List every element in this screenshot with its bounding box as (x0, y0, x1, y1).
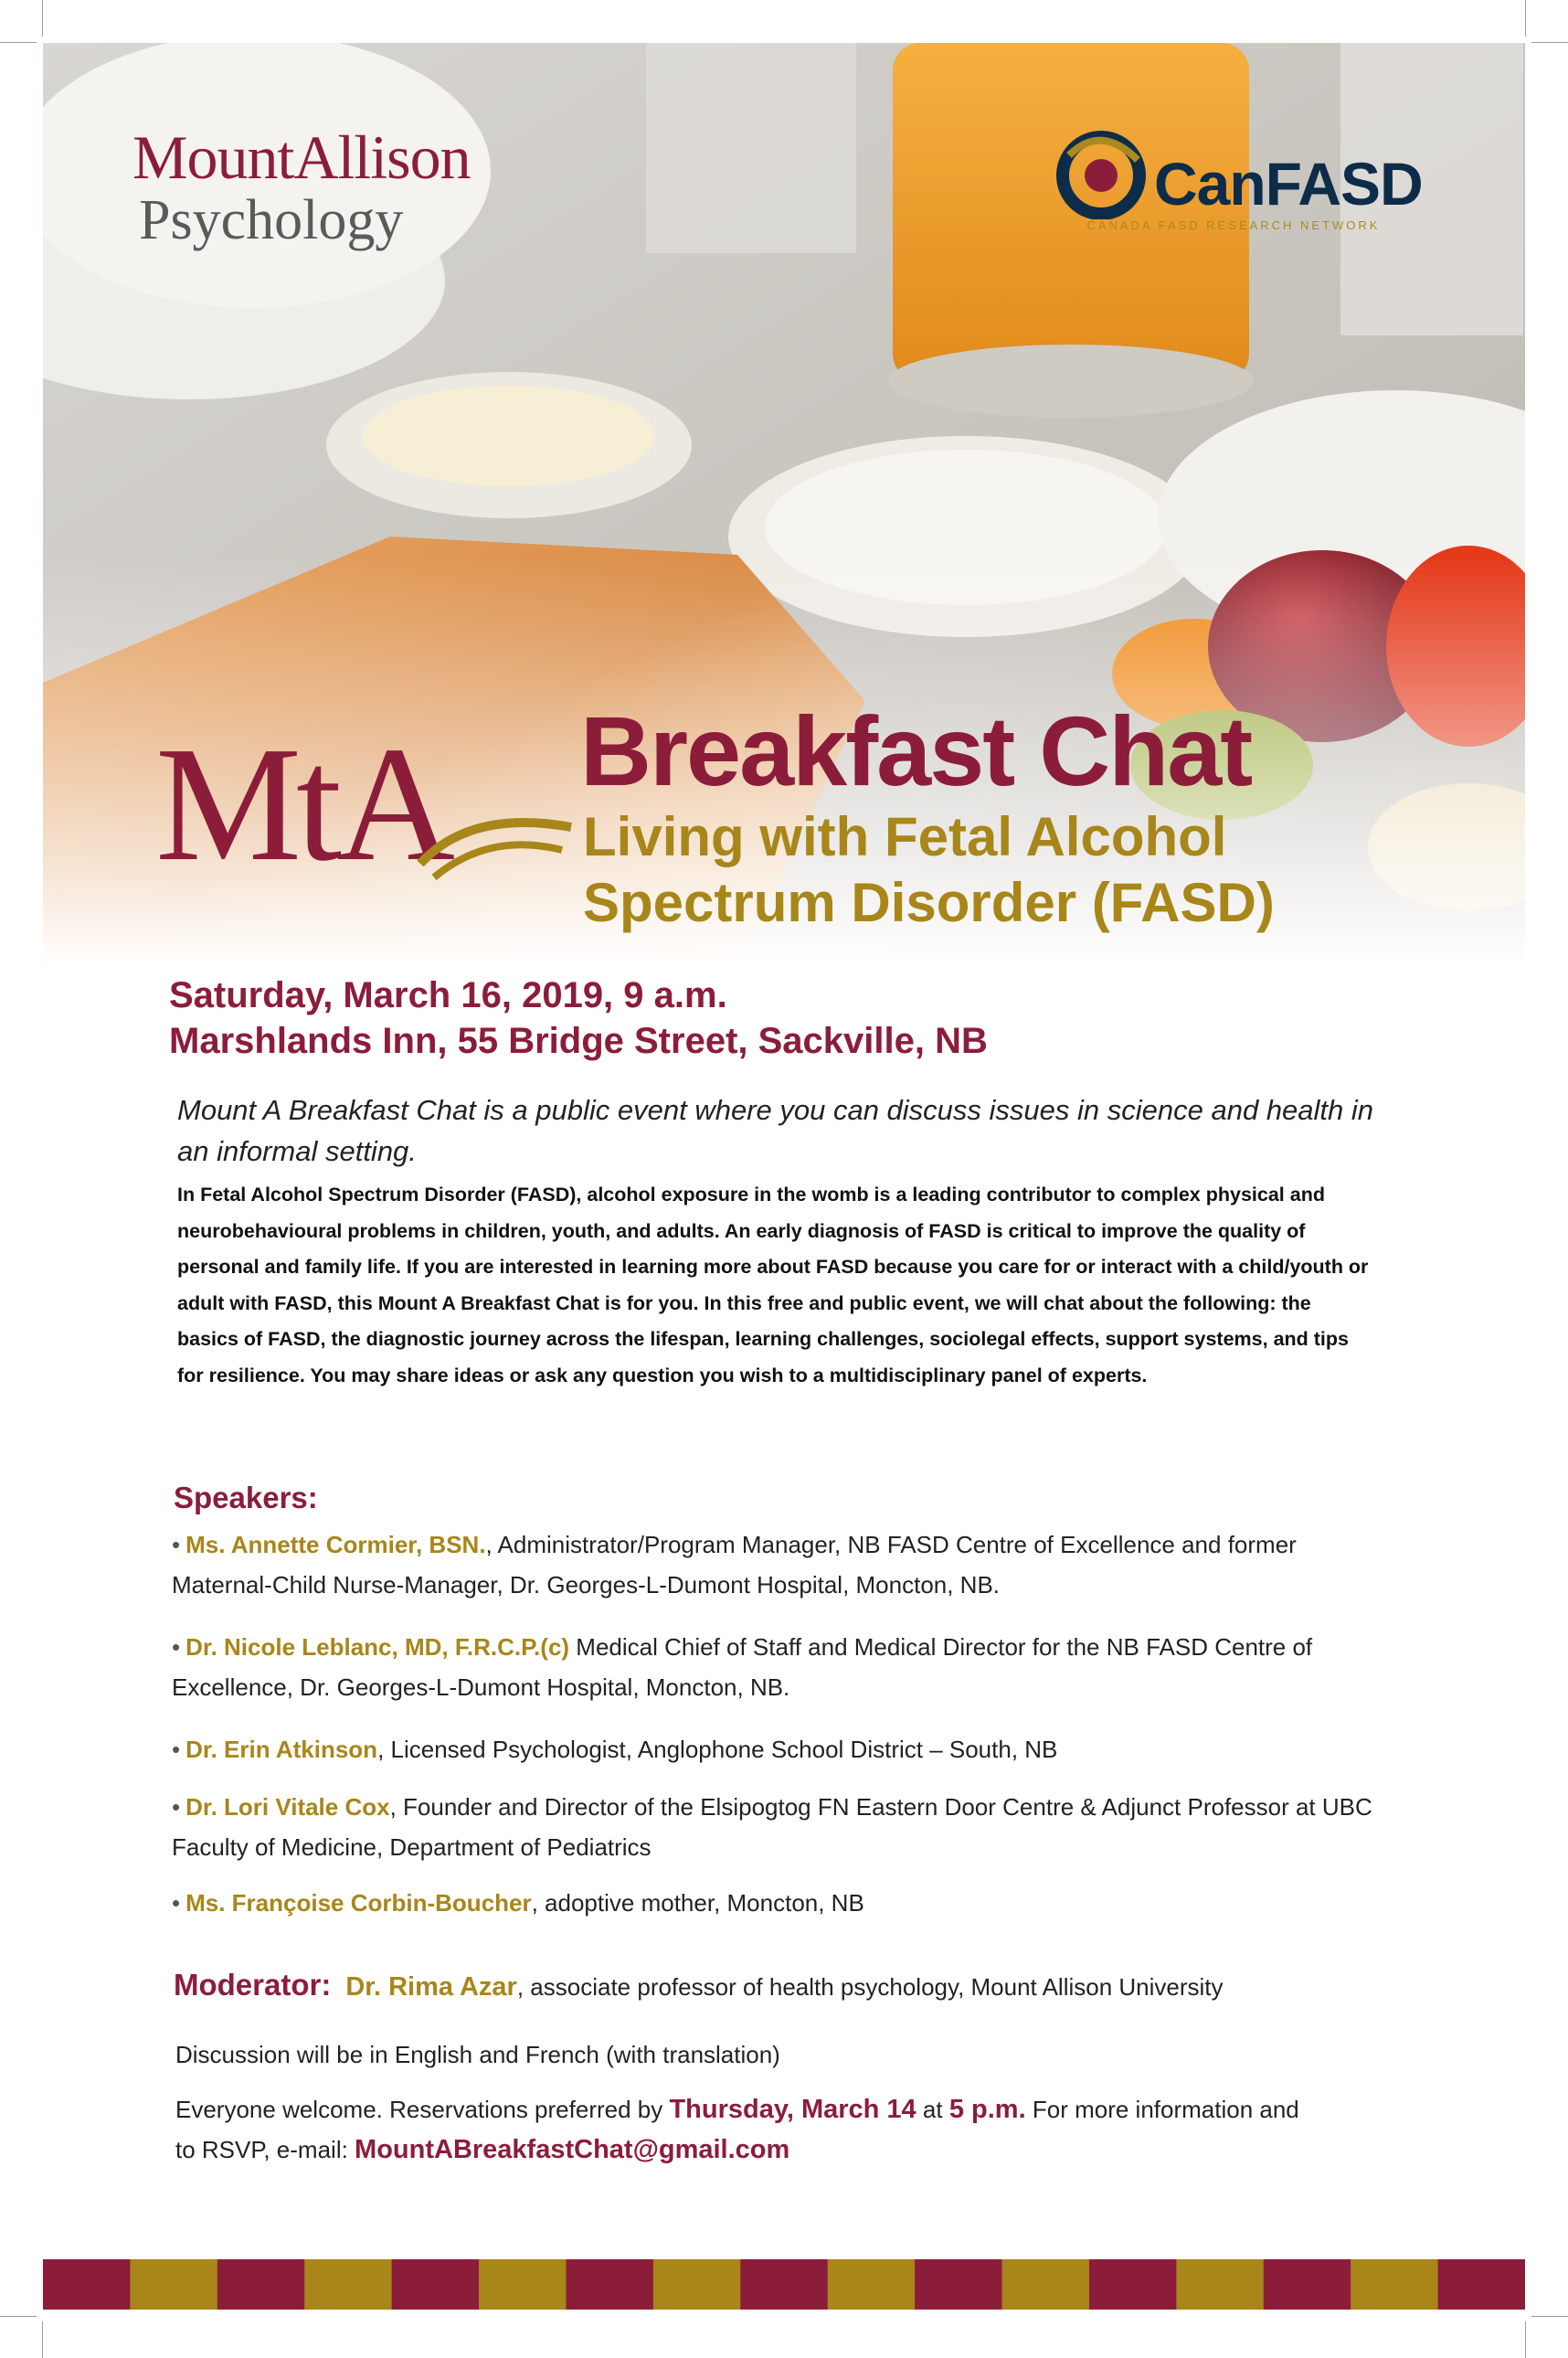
rsvp-email-link[interactable]: MountABreakfastChat@gmail.com (355, 2135, 790, 2164)
reservation-suffix: For more information and to RSVP, e-mail: (175, 2096, 1299, 2163)
stripe-block (130, 2259, 217, 2310)
event-date: Saturday, March 16, 2019, 9 a.m. (169, 975, 727, 1015)
stripe-block (43, 2259, 131, 2310)
discussion-note: Discussion will be in English and French (with translation) (175, 2041, 780, 2068)
speaker-name: Ms. Françoise Corbin-Boucher (185, 1889, 532, 1917)
bullet-icon: • (172, 1736, 181, 1763)
decorative-stripe (43, 2259, 1525, 2310)
moderator-name: Dr. Rima Azar (345, 1972, 517, 2002)
speaker-name: Dr. Lori Vitale Cox (185, 1793, 390, 1821)
crop-mark (42, 0, 43, 37)
canfasd-tagline: CANADA FASD RESEARCH NETWORK (1086, 218, 1381, 232)
stripe-block (479, 2259, 567, 2310)
stripe-block (915, 2259, 1002, 2310)
event-subtitle (583, 804, 1405, 936)
speaker-item (172, 1787, 1387, 1867)
mount-allison-logo: MountAllison (132, 122, 471, 192)
stripe-block (1351, 2259, 1438, 2310)
stripe-block (1264, 2259, 1351, 2310)
speaker-item (172, 1883, 1387, 1923)
reservation-prefix: Everyone welcome. Reservations preferred by (175, 2096, 670, 2123)
mta-logo-mark: MtA (155, 713, 450, 895)
moderator (174, 1965, 1224, 2007)
crop-mark (0, 2316, 37, 2317)
stripe-block (1438, 2259, 1525, 2310)
subtitle-line-2: Spectrum Disorder (FASD) (583, 872, 1275, 933)
reservation-info (175, 2089, 1318, 2170)
speaker-name: Dr. Nicole Leblanc, MD, F.R.C.P.(c) (185, 1633, 570, 1661)
canfasd-name: CanFASD (1154, 150, 1423, 218)
stripe-block (828, 2259, 916, 2310)
moderator-label: Moderator: (174, 1968, 332, 2002)
stripe-block (566, 2259, 653, 2310)
speaker-item (172, 1729, 1387, 1769)
crop-mark (42, 2321, 43, 2358)
event-description: In Fetal Alcohol Spectrum Disorder (FASD), alcohol exposure in the womb is a leading contributor to complex physical and neurobehavioural problems in children, youth, and adults. An early diagnosis of FASD is critical to improve the quality of personal and family life. If you are interested in learning more about FASD because you care for or interact with a child/youth or adult with FASD, this Mount A Breakfast Chat is for you. In this free and public event, we will chat about the following: the basics of FASD, the diagnostic journey across the lifespan, learning challenges, sociolegal effects, support systems, and tips for resilience. You may share ideas or ask any question you wish to a multidisciplinary panel of experts. (177, 1184, 1369, 1386)
reservation-at: at (916, 2096, 949, 2123)
event-location: Marshlands Inn, 55 Bridge Street, Sackville, NB (169, 1021, 988, 1061)
crop-mark (1525, 0, 1526, 37)
speaker-name: Ms. Annette Cormier, BSN. (185, 1531, 486, 1558)
stripe-block (653, 2259, 741, 2310)
subtitle-line-1: Living with Fetal Alcohol (583, 806, 1227, 867)
crop-mark (1531, 42, 1568, 43)
stripe-block (1176, 2259, 1264, 2310)
speaker-details: , adoptive mother, Moncton, NB (531, 1889, 864, 1917)
bullet-icon: • (172, 1531, 181, 1558)
speaker-details: , Founder and Director of the Elsipogtog FN Eastern Door Centre & Adjunct Professor at UBC Faculty of Medicine, Department of Pediatrics (172, 1793, 1372, 1861)
speakers-heading: Speakers: (174, 1481, 318, 1514)
mta-flourish-icon (416, 809, 580, 882)
psychology-logo-text: Psychology (139, 189, 404, 251)
stripe-block (1089, 2259, 1177, 2310)
stripe-block (392, 2259, 480, 2310)
moderator-details: , associate professor of health psychology, Mount Allison University (516, 1973, 1224, 2001)
speaker-details: , Administrator/Program Manager, NB FASD Centre of Excellence and former Maternal-Child Nurse-Manager, Dr. Georges-L-Dumont Hospital, Moncton, NB. (172, 1531, 1297, 1599)
bullet-icon: • (172, 1633, 181, 1661)
speaker-item (172, 1524, 1387, 1605)
crop-mark (1525, 2321, 1526, 2358)
speaker-details: , Licensed Psychologist, Anglophone School District – South, NB (377, 1736, 1058, 1763)
canfasd-swirl-icon (1051, 128, 1151, 219)
speaker-details: Medical Chief of Staff and Medical Director for the NB FASD Centre of Excellence, Dr. Georges-L-Dumont Hospital, Moncton, NB. (172, 1633, 1313, 1701)
bullet-icon: • (172, 1793, 181, 1821)
intro-text: Mount A Breakfast Chat is a public event where you can discuss issues in science and health in an informal setting. (177, 1094, 1374, 1167)
reservation-deadline-day: Thursday, March 14 (669, 2095, 916, 2124)
canfasd-logo (1051, 128, 1423, 238)
speaker-item (172, 1627, 1387, 1707)
event-title: Breakfast Chat (580, 696, 1252, 806)
stripe-block (1002, 2259, 1090, 2310)
crop-mark (1531, 2316, 1568, 2317)
bullet-icon: • (172, 1889, 181, 1917)
stripe-block (740, 2259, 828, 2310)
speaker-name: Dr. Erin Atkinson (185, 1736, 378, 1763)
crop-mark (0, 42, 37, 43)
reservation-deadline-time: 5 p.m. (948, 2095, 1026, 2124)
stripe-block (304, 2259, 392, 2310)
stripe-block (217, 2259, 305, 2310)
event-when-where (169, 972, 988, 1064)
